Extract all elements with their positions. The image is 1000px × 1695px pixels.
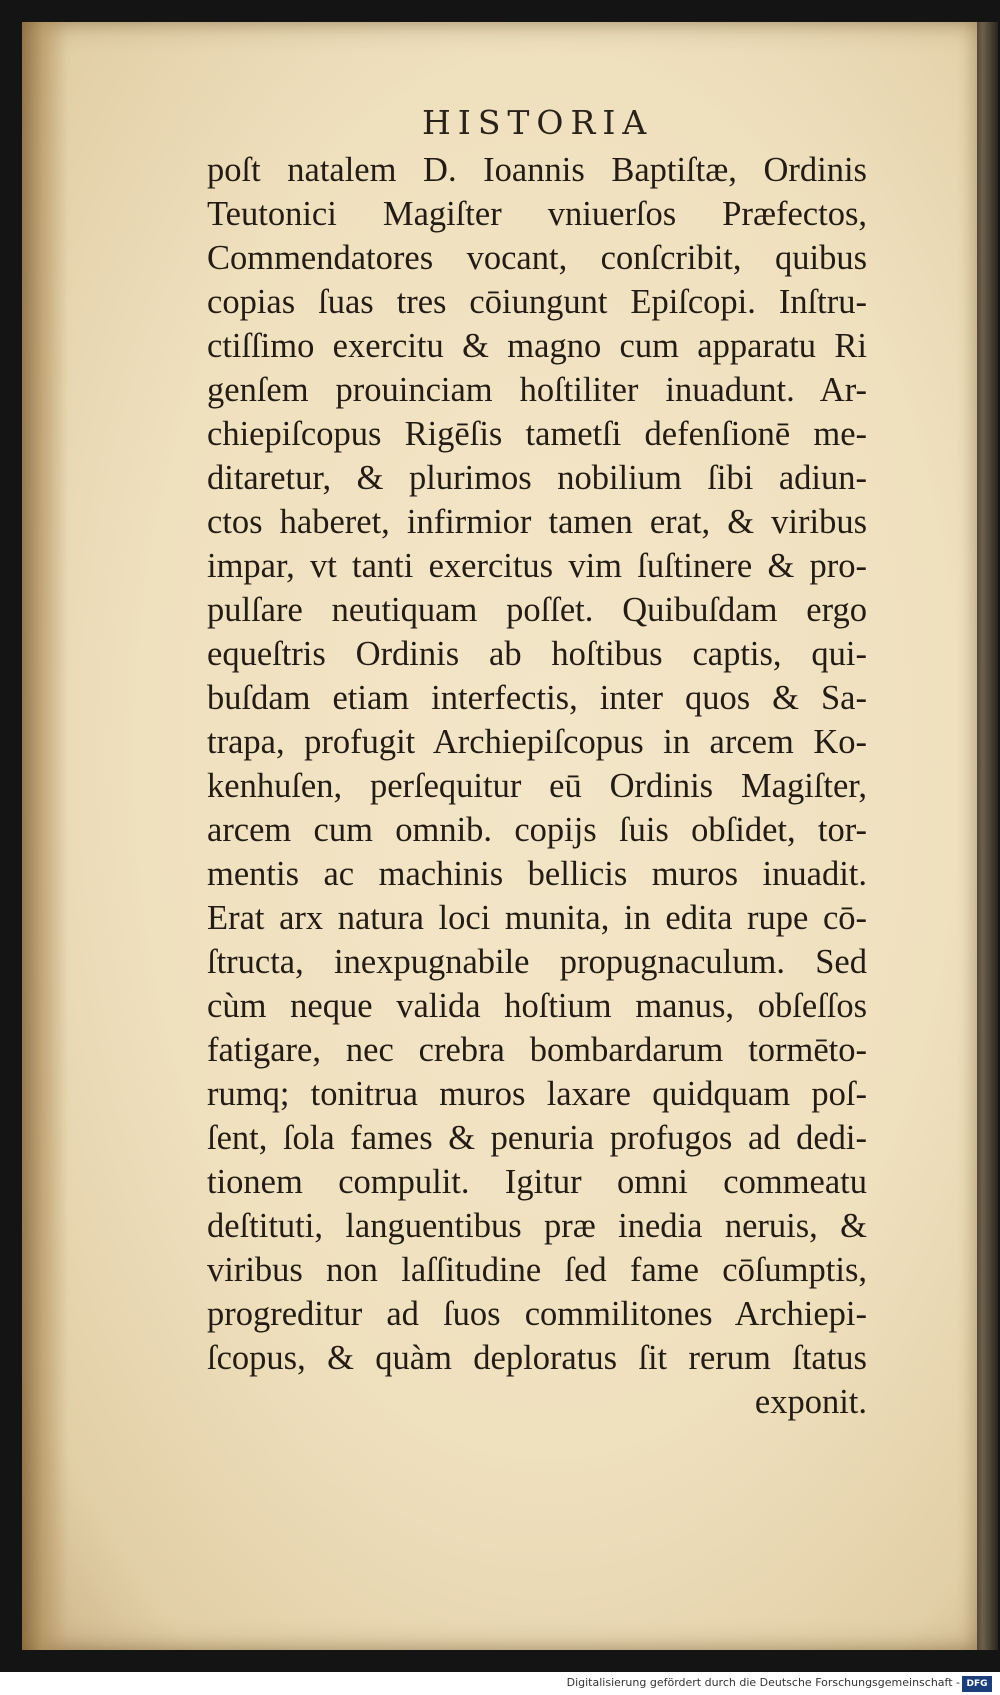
text-line: impar, vt tanti exercitus vim ſuſtinere & pro- [207, 547, 867, 585]
text-line: progreditur ad ſuos commilitones Archiepi- [207, 1295, 867, 1333]
text-line: Commendatores vocant, conſcribit, quibus [207, 239, 867, 277]
footer-bar [0, 1672, 1000, 1695]
text-line: pulſare neutiquam poſſet. Quibuſdam ergo [207, 591, 867, 629]
text-line: kenhuſen, perſequitur eū Ordinis Magiſter, [207, 767, 867, 805]
text-line: Teutonici Magiſter vniuerſos Præfectos, [207, 195, 867, 233]
text-line: ſent, ſola fames & penuria profugos ad dedi- [207, 1119, 867, 1157]
text-line: copias ſuas tres cōiungunt Epiſcopi. Inſtru- [207, 283, 867, 321]
text-line: ctiſſimo exercitu & magno cum apparatu Ri [207, 327, 867, 365]
text-line: ctos haberet, infirmior tamen erat, & viribus [207, 503, 867, 541]
text-line: Erat arx natura loci munita, in edita rupe cō- [207, 899, 867, 937]
text-line: ditaretur, & plurimos nobilium ſibi adiun- [207, 459, 867, 497]
funding-credit: Digitalisierung gefördert durch die Deutsche Forschungsgemeinschaft - [566, 1676, 960, 1689]
text-line: arcem cum omnib. copijs ſuis obſidet, tor- [207, 811, 867, 849]
text-line: cùm neque valida hoſtium manus, obſeſſos [207, 987, 867, 1025]
dfg-logo-icon: DFG [962, 1676, 992, 1692]
text-line: chiepiſcopus Rigēſis tametſi defenſionē me- [207, 415, 867, 453]
text-line: viribus non laſſitudine ſed fame cōſumptis, [207, 1251, 867, 1289]
text-line: exponit. [754, 1383, 867, 1421]
text-line: ſcopus, & quàm deploratus ſit rerum ſtatus [207, 1339, 867, 1377]
text-line: genſem prouinciam hoſtiliter inuadunt. Ar- [207, 371, 867, 409]
text-line: rumq; tonitrua muros laxare quidquam poſ- [207, 1075, 867, 1113]
text-line: deſtituti, languentibus præ inedia neruis, & [207, 1207, 867, 1245]
text-line: tionem compulit. Igitur omni commeatu [207, 1163, 867, 1201]
text-line: equeſtris Ordinis ab hoſtibus captis, qui- [207, 635, 867, 673]
text-line: fatigare, nec crebra bombardarum tormēto- [207, 1031, 867, 1069]
text-line: ſtructa, inexpugnabile propugnaculum. Sed [207, 943, 867, 981]
text-line: mentis ac machinis bellicis muros inuadit. [207, 855, 867, 893]
text-line: buſdam etiam interfectis, inter quos & Sa- [207, 679, 867, 717]
text-line: trapa, profugit Archiepiſcopus in arcem Ko- [207, 723, 867, 761]
running-head: HISTORIA [422, 103, 654, 142]
body-text [207, 148, 867, 1424]
text-line: poſt natalem D. Ioannis Baptiſtæ, Ordinis [207, 151, 867, 189]
